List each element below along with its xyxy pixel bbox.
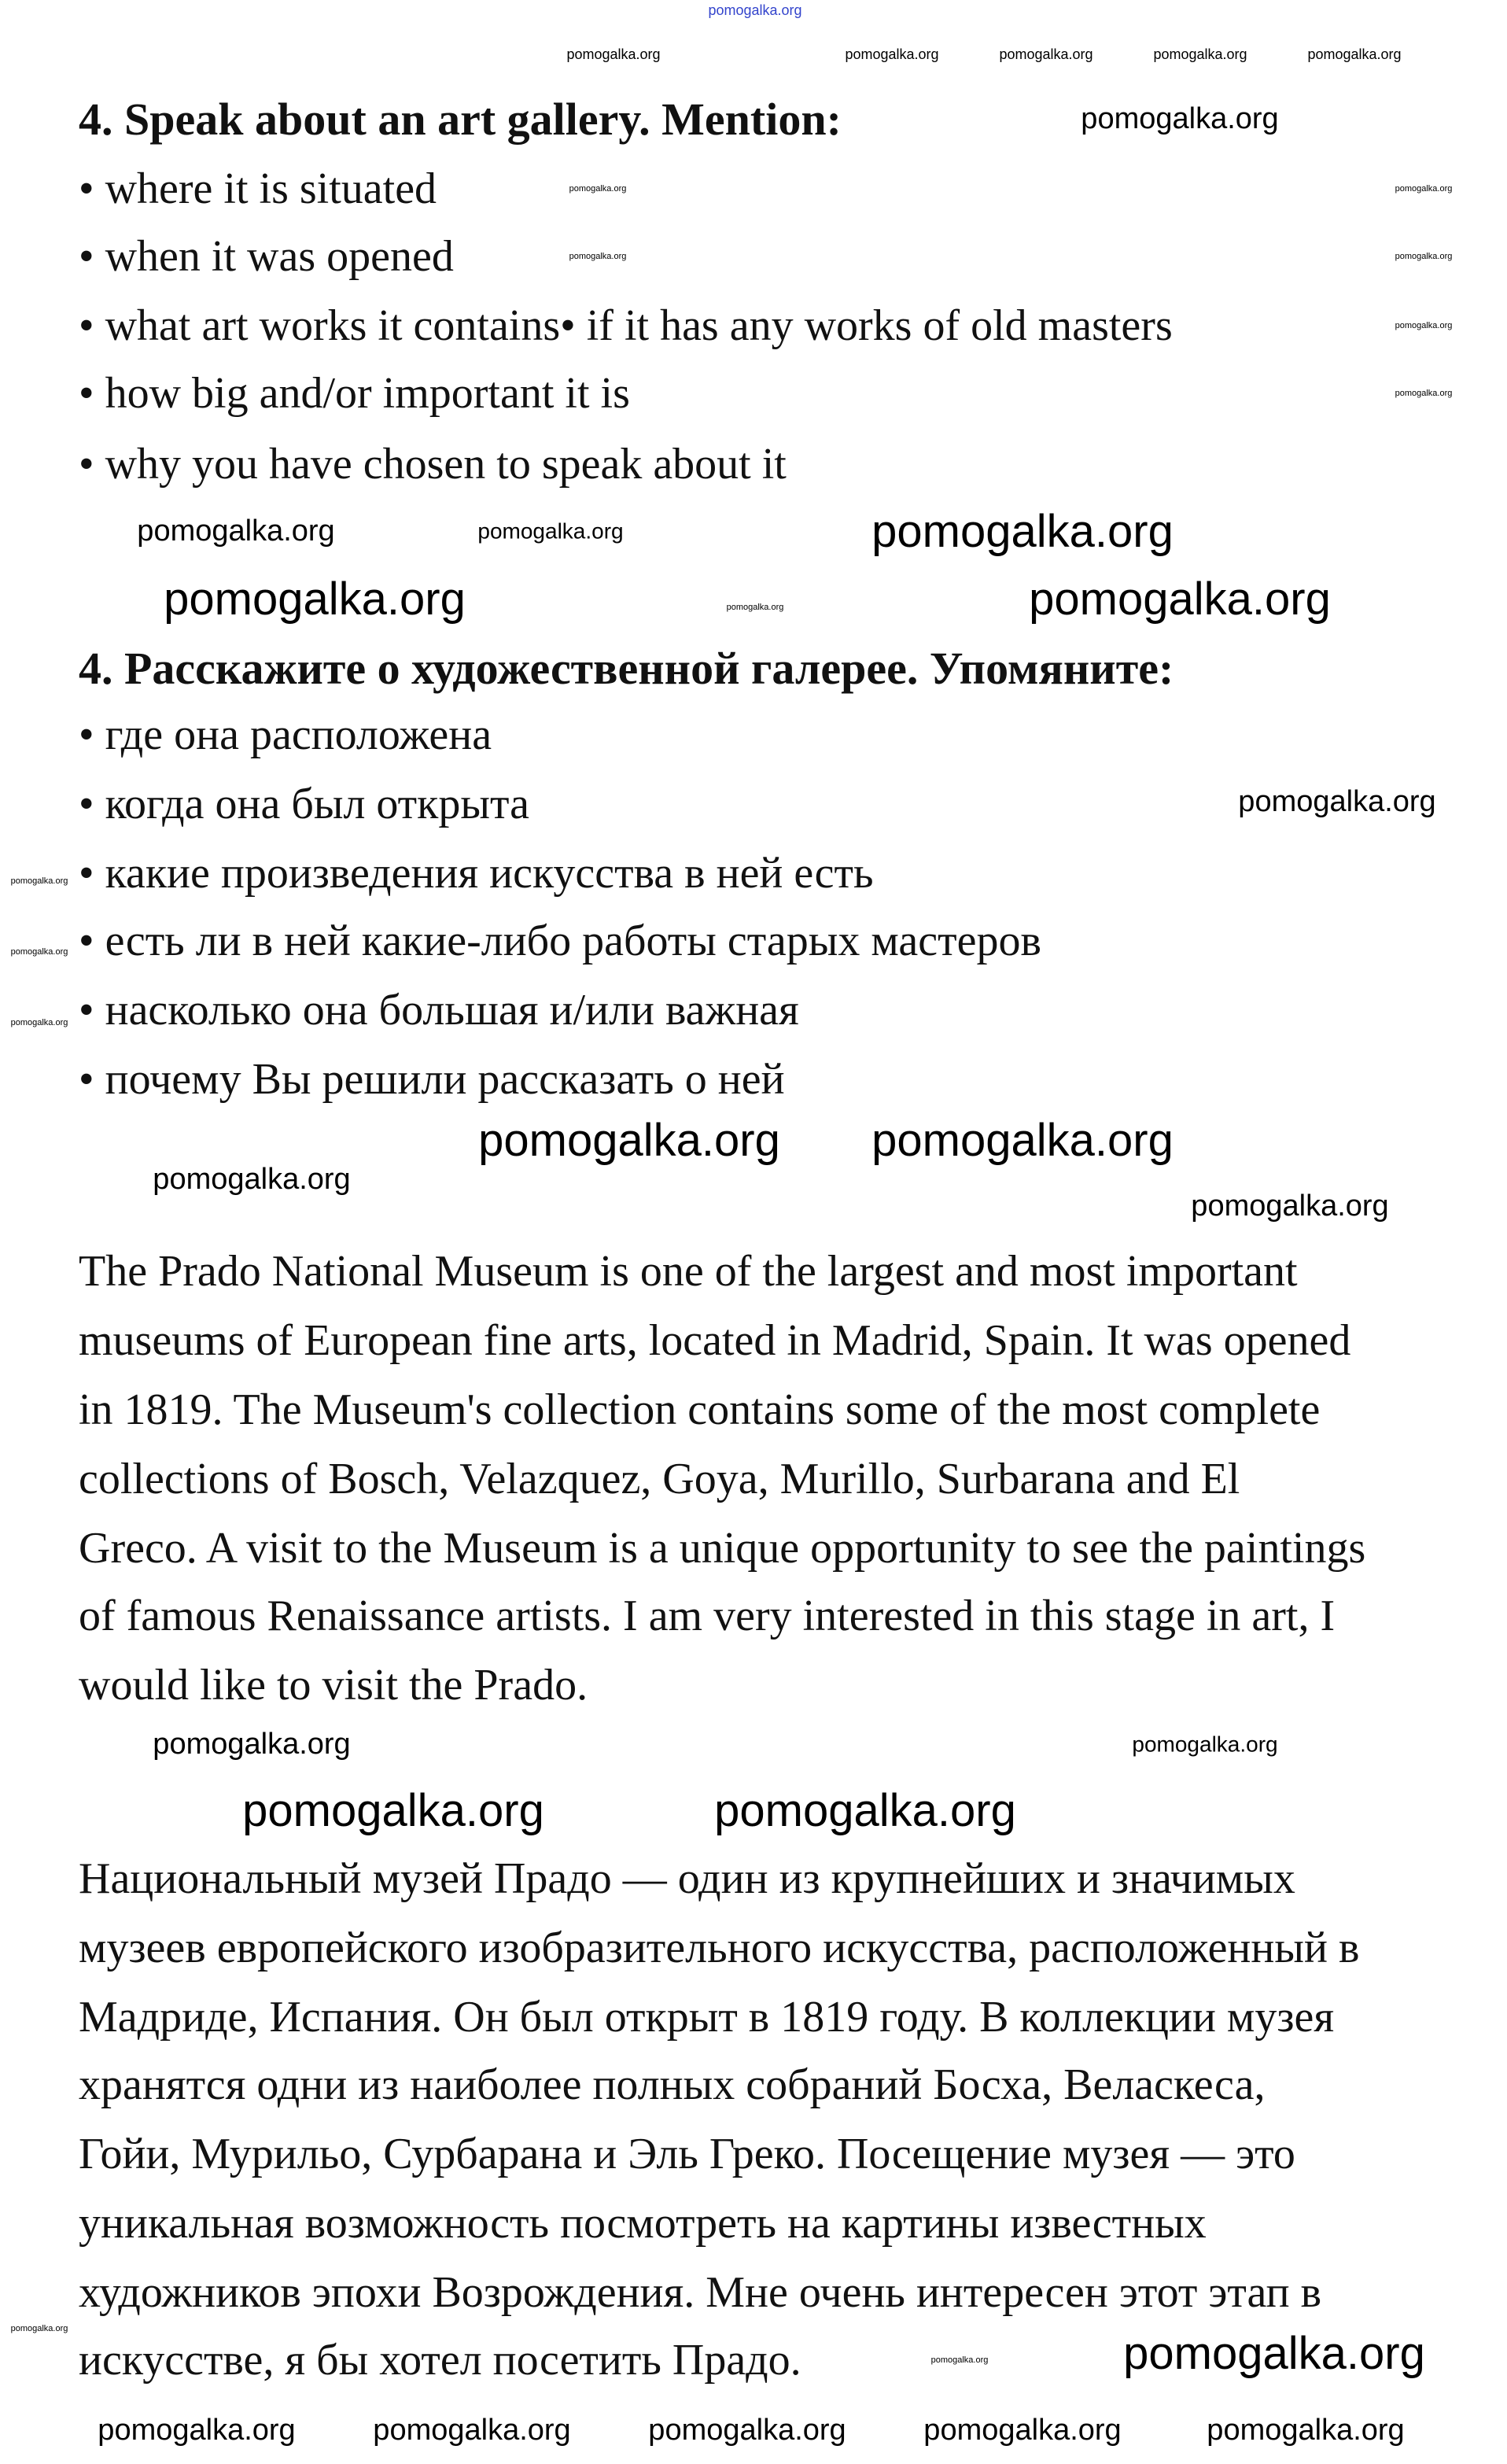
answer-ru-line: музеев европейского изобразительного искусства, расположенный в	[79, 1924, 1360, 1972]
task-bullet-ru: • какие произведения искусства в ней есть	[79, 849, 874, 898]
watermark: pomogalka.org	[1207, 2414, 1405, 2447]
watermark: pomogalka.org	[1081, 102, 1279, 136]
task-bullet-en: • why you have chosen to speak about it	[79, 440, 787, 489]
task-bullet-ru: • почему Вы решили рассказать о ней	[79, 1055, 785, 1104]
answer-en-line: would like to visit the Prado.	[79, 1661, 588, 1710]
task-bullet-ru: • где она расположена	[79, 710, 492, 759]
task-heading-ru: 4. Расскажите о художественной галерее. Упомяните:	[79, 643, 1174, 694]
answer-en-line: collections of Bosch, Velazquez, Goya, Murillo, Surbarana and El	[79, 1455, 1240, 1503]
watermark: pomogalka.org	[930, 2355, 989, 2365]
watermark: pomogalka.org	[1395, 388, 1453, 398]
watermark: pomogalka.org	[1395, 320, 1453, 330]
task-bullet-ru: • есть ли в ней какие-либо работы старых мастеров	[79, 917, 1041, 965]
watermark: pomogalka.org	[708, 2, 802, 19]
task-bullet-ru: • насколько она большая и/или важная	[79, 986, 799, 1035]
watermark: pomogalka.org	[153, 1728, 351, 1761]
answer-en-line: of famous Renaissance artists. I am very interested in this stage in art, I	[79, 1592, 1336, 1640]
task-bullet-en: • when it was opened	[79, 232, 454, 281]
watermark: pomogalka.org	[10, 2323, 68, 2333]
watermark: pomogalka.org	[1123, 2328, 1425, 2380]
answer-ru-line: уникальная возможность посмотреть на картины известных	[79, 2199, 1207, 2248]
watermark: pomogalka.org	[477, 518, 624, 544]
answer-ru-line: художников эпохи Возрождения. Мне очень интересен этот этап в	[79, 2268, 1322, 2317]
watermark: pomogalka.org	[1029, 574, 1331, 625]
task-heading-en: 4. Speak about an art gallery. Mention:	[79, 94, 842, 145]
watermark: pomogalka.org	[137, 515, 335, 548]
watermark: pomogalka.org	[714, 1785, 1016, 1837]
watermark: pomogalka.org	[1395, 251, 1453, 261]
watermark: pomogalka.org	[871, 1115, 1174, 1167]
watermark: pomogalka.org	[98, 2414, 296, 2447]
watermark: pomogalka.org	[871, 506, 1174, 558]
watermark: pomogalka.org	[153, 1163, 351, 1197]
watermark: pomogalka.org	[242, 1785, 544, 1837]
task-bullet-en: • how big and/or important it is	[79, 369, 630, 418]
answer-en-line: The Prado National Museum is one of the largest and most important	[79, 1247, 1298, 1296]
watermark: pomogalka.org	[1191, 1190, 1389, 1223]
watermark: pomogalka.org	[569, 183, 627, 194]
answer-ru-line: Национальный музей Прадо — один из крупнейших и значимых	[79, 1854, 1295, 1903]
watermark: pomogalka.org	[845, 46, 939, 63]
watermark: pomogalka.org	[648, 2414, 846, 2447]
watermark: pomogalka.org	[10, 1017, 68, 1027]
watermark: pomogalka.org	[1132, 1732, 1278, 1757]
answer-en-line: in 1819. The Museum's collection contains some of the most complete	[79, 1385, 1321, 1434]
answer-ru-line: искусстве, я бы хотел посетить Прадо.	[79, 2336, 801, 2385]
watermark: pomogalka.org	[373, 2414, 571, 2447]
watermark: pomogalka.org	[1395, 183, 1453, 194]
answer-ru-line: Мадриде, Испания. Он был открыт в 1819 году. В коллекции музея	[79, 1993, 1335, 2042]
watermark: pomogalka.org	[10, 946, 68, 957]
watermark: pomogalka.org	[923, 2414, 1122, 2447]
answer-en-line: Greco. A visit to the Museum is a unique opportunity to see the paintings	[79, 1524, 1366, 1573]
watermark: pomogalka.org	[569, 251, 627, 261]
watermark: pomogalka.org	[726, 602, 784, 612]
watermark: pomogalka.org	[566, 46, 661, 63]
watermark: pomogalka.org	[999, 46, 1093, 63]
task-bullet-ru: • когда она был открыта	[79, 780, 529, 828]
answer-ru-line: хранятся одни из наиболее полных собраний Босха, Веласкеса,	[79, 2060, 1266, 2109]
watermark: pomogalka.org	[1153, 46, 1247, 63]
watermark: pomogalka.org	[164, 574, 466, 625]
task-bullet-en: • what art works it contains• if it has any works of old masters	[79, 301, 1173, 350]
answer-en-line: museums of European fine arts, located in Madrid, Spain. It was opened	[79, 1316, 1351, 1365]
watermark: pomogalka.org	[1307, 46, 1402, 63]
watermark: pomogalka.org	[478, 1115, 780, 1167]
answer-ru-line: Гойи, Мурильо, Сурбарана и Эль Греко. Посещение музея — это	[79, 2130, 1295, 2178]
watermark: pomogalka.org	[1238, 785, 1436, 819]
task-bullet-en: • where it is situated	[79, 164, 437, 213]
watermark: pomogalka.org	[10, 876, 68, 886]
